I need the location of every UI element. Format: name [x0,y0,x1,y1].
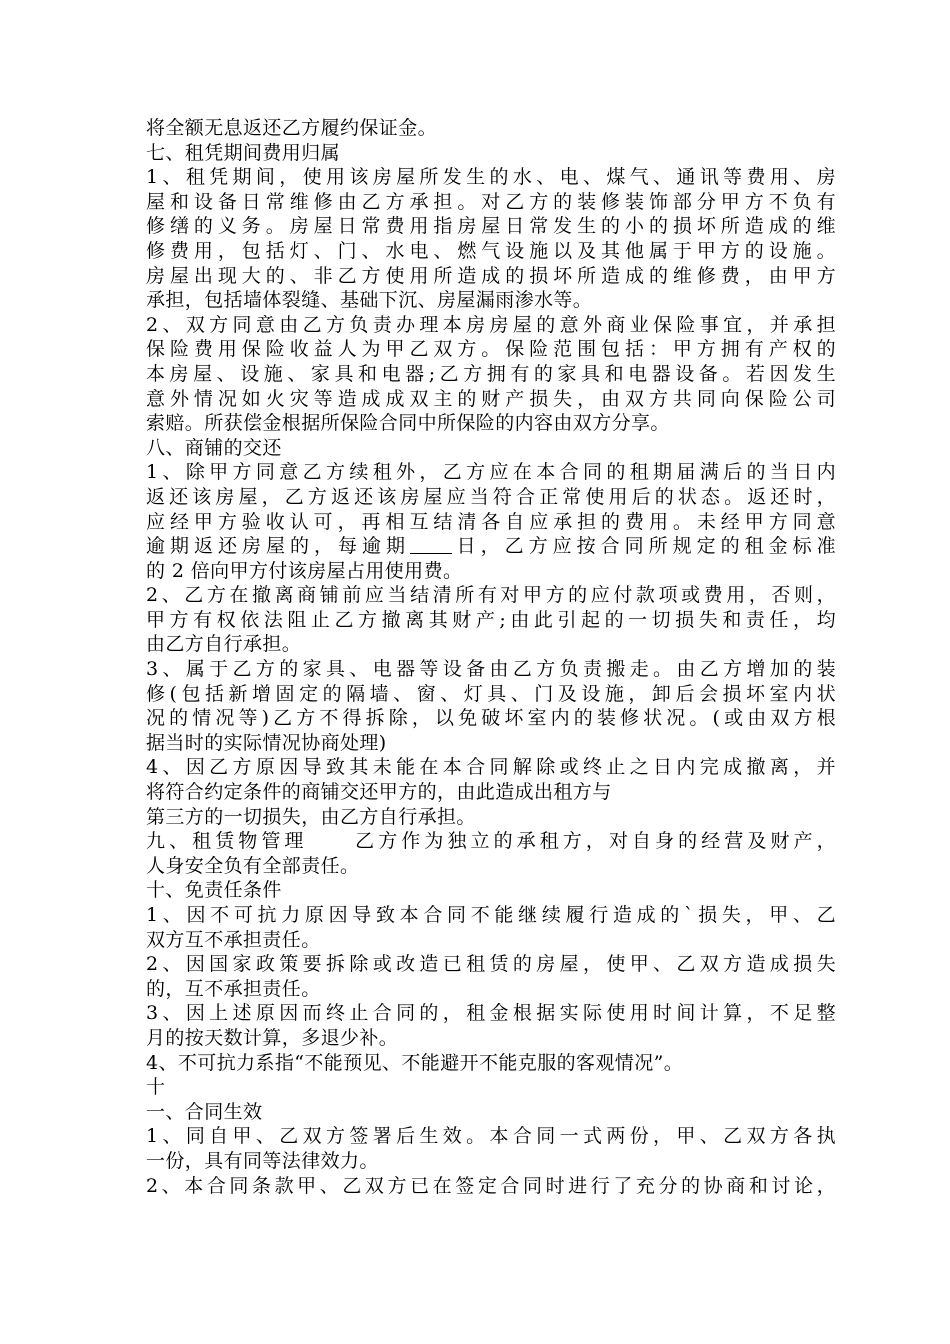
document-line: 将符合约定条件的商铺交还甲方的，由此造成出租方与 [146,781,612,804]
document-line: 1、因不可抗力原因导致本合同不能继续履行造成的`损失，甲、乙 [146,904,836,926]
document-line: 八、商铺的交还 [146,436,282,459]
document-line: 人身安全负有全部责任。 [146,854,360,877]
document-line: 1、同自甲、乙双方签署后生效。本合同一式两份，甲、乙双方各执 [146,1125,836,1148]
fill-in-blank [410,535,452,554]
document-line: 2、因国家政策要拆除或改造已租赁的房屋，使甲、乙双方造成损失 [146,953,836,976]
document-line: 据当时的实际情况协商处理) [146,731,387,754]
document-line: 3、属于乙方的家具、电器等设备由乙方负责搬走。由乙方增加的装 [146,658,836,681]
document-line: 修(包括新增固定的隔墙、窗、灯具、门及设施，卸后会损坏室内状 [146,682,836,705]
document-line: 4、不可抗力系指“不能预见、不能避开不能克服的客观情况”。 [146,1051,684,1074]
document-line: 返还该房屋，乙方返还该房屋应当符合正常使用后的状态。返还时， [146,485,836,508]
document-line: 屋和设备日常维修由乙方承担。对乙方的装修装饰部分甲方不负有 [146,190,836,213]
document-line: 双方互不承担责任。 [146,928,321,951]
document-line: 2、双方同意由乙方负责办理本房房屋的意外商业保险事宜，并承担 [146,313,836,336]
line-text-after: 日，乙方应按合同所规定的租金标准 [452,535,836,558]
document-line: 月的按天数计算，多退少补。 [146,1026,399,1049]
line-text-before: 逾期返还房屋的，每逾期 [146,535,410,558]
document-line: 1、租凭期间，使用该房屋所发生的水、电、煤气、通讯等费用、房 [146,166,836,189]
document-line: 应经甲方验收认可，再相互结清各自应承担的费用。未经甲方同意 [146,510,836,533]
document-line: 修费用，包括灯、门、水电、燃气设施以及其他属于甲方的设施。 [146,239,836,262]
document-line: 一份，具有同等法律效力。 [146,1149,379,1172]
document-line: 4、因乙方原因导致其未能在本合同解除或终止之日内完成撤离，并 [146,756,836,779]
document-line: 由乙方自行承担。 [146,633,302,656]
document-line: 意外情况如火灾等造成成双主的财产损失，由双方共同向保险公司 [146,387,836,410]
document-line [146,829,836,854]
document-line: 承担，包括墙体裂缝、基础下沉、房屋漏雨渗水等。 [146,289,593,312]
document-line: 2、本合同条款甲、乙双方已在签定合同时进行了充分的协商和讨论， [146,1174,836,1197]
document-line: 第三方的一切损失，由乙方自行承担。 [146,805,476,828]
document-line: 况的情况等)乙方不得拆除，以免破坏室内的装修状况。(或由双方根 [146,707,836,730]
document-line: 将全额无息返还乙方履约保证金。 [146,117,438,139]
line-text-before: 九、租赁物管理 [146,830,308,853]
document-line: 保险费用保险收益人为甲乙双方。保险范围包括：甲方拥有产权的 [146,338,836,361]
document-line: 修缮的义务。房屋日常费用指房屋日常发生的小的损坏所造成的维 [146,215,836,238]
document-line [146,534,836,559]
document-line: 房屋出现大的、非乙方使用所造成的损坏所造成的维修费，由甲方 [146,264,836,287]
document-line: 本房屋、设施、家具和电器;乙方拥有的家具和电器设备。若因发生 [146,362,836,385]
document-line: 十 [146,1076,166,1099]
document-line: 的，互不承担责任。 [146,977,321,1000]
document-line: 1、除甲方同意乙方续租外，乙方应在本合同的租期届满后的当日内 [146,461,836,484]
document-line: 十、免责任条件 [146,879,282,902]
document-line: 3、因上述原因而终止合同的，租金根据实际使用时间计算，不足整 [146,1002,836,1025]
document-line: 七、租凭期间费用归属 [146,141,341,164]
document-line: 索赔。所获偿金根据所保险合同中所保险的内容由双方分享。 [146,412,670,435]
document-line: 一、合同生效 [146,1100,263,1123]
document-line: 甲方有权依法阻止乙方撤离其财产;由此引起的一切损失和责任，均 [146,608,836,631]
document-line: 的 2 倍向甲方付该房屋占用使用费。 [146,559,463,582]
document-line: 2、乙方在撤离商铺前应当结清所有对甲方的应付款项或费用，否则， [146,584,836,607]
document-page [146,116,836,1198]
line-text-after: 乙方作为独立的承租方，对自身的经营及财产， [351,830,836,853]
